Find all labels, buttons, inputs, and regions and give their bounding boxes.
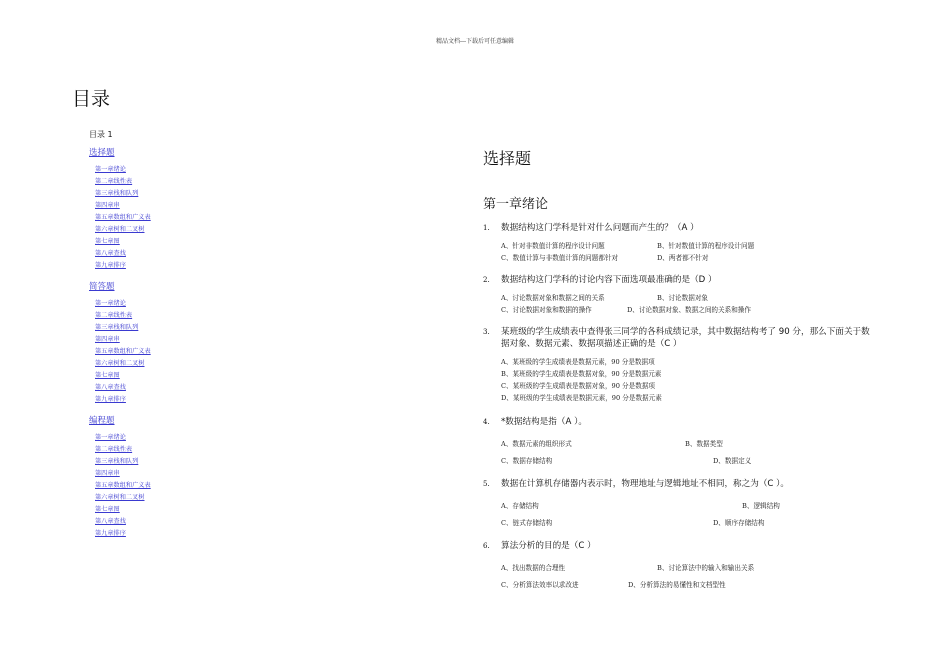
question <box>483 326 878 404</box>
toc-link-chapter[interactable]: 第三章栈和队列 <box>95 324 139 331</box>
toc-link-chapter[interactable]: 第七章图 <box>95 372 120 379</box>
answer-option: A、存储结构 <box>501 502 539 510</box>
toc-link-chapter[interactable]: 第七章图 <box>95 238 120 245</box>
answer-options <box>501 498 878 532</box>
question-number: 5. <box>483 480 490 488</box>
answer-option: B、某班级的学生成绩表是数据对象，90 分是数据元素 <box>501 370 662 378</box>
toc-items-short-answer <box>95 298 389 406</box>
toc-link-chapter[interactable]: 第四章串 <box>95 202 120 209</box>
toc-link-chapter[interactable]: 第二章线性表 <box>95 178 133 185</box>
toc-section-short-answer <box>89 280 389 406</box>
toc-items-programming <box>95 432 389 540</box>
answer-option: A、讨论数据对象和数据之间的关系 <box>501 294 605 302</box>
answer-option: C、分析算法效率以求改进 <box>501 581 579 589</box>
toc-link-chapter[interactable]: 第九章排序 <box>95 396 126 403</box>
toc-link-chapter[interactable]: 第九章排序 <box>95 262 126 269</box>
answer-option: D、讨论数据对象、数据之间的关系和操作 <box>627 306 751 314</box>
table-of-contents <box>89 146 389 548</box>
toc-link-chapter[interactable]: 第五章数组和广义表 <box>95 482 151 489</box>
answer-option: D、顺序存储结构 <box>713 519 765 527</box>
toc-link-chapter[interactable]: 第一章绪论 <box>95 300 126 307</box>
answer-option: B、逻辑结构 <box>742 502 780 510</box>
answer-options <box>501 560 878 594</box>
toc-section-programming <box>89 414 389 540</box>
toc-link-chapter[interactable]: 第一章绪论 <box>95 434 126 441</box>
answer-option: B、针对数值计算的程序设计问题 <box>657 242 755 250</box>
toc-link-choice[interactable]: 选择题 <box>89 148 115 158</box>
toc-link-chapter[interactable]: 第二章线性表 <box>95 446 133 453</box>
chapter-title: 第一章绪论 <box>483 197 549 212</box>
answer-options <box>501 436 878 470</box>
answer-option: A、找出数据的合理性 <box>501 564 566 572</box>
answer-option: D、分析算法的易懂性和文档型性 <box>628 581 726 589</box>
answer-option: B、数据类型 <box>685 440 723 448</box>
answer-option: D、两者都不针对 <box>657 254 709 262</box>
answer-option: A、针对非数值计算的程序设计问题 <box>501 242 605 250</box>
question <box>483 478 878 532</box>
answer-option: B、讨论数据对象 <box>657 294 709 302</box>
answer-option: B、讨论算法中的输入和输出关系 <box>657 564 755 572</box>
question <box>483 222 878 264</box>
answer-option: C、讨论数据对象和数据的操作 <box>501 306 592 314</box>
toc-link-chapter[interactable]: 第八章查找 <box>95 384 126 391</box>
answer-option: D、数据定义 <box>713 457 752 465</box>
toc-link-chapter[interactable]: 第五章数组和广义表 <box>95 348 151 355</box>
answer-option: A、数据元素的组织形式 <box>501 440 572 448</box>
toc-link-chapter[interactable]: 第三章栈和队列 <box>95 458 139 465</box>
answer-options <box>501 292 878 316</box>
question-number: 6. <box>483 542 490 550</box>
question <box>483 540 878 594</box>
toc-link-chapter[interactable]: 第六章树和二叉树 <box>95 360 145 367</box>
toc-label: 目录 1 <box>89 130 113 139</box>
answer-option: C、数值计算与非数值计算的问题都针对 <box>501 254 619 262</box>
toc-link-chapter[interactable]: 第八章查找 <box>95 518 126 525</box>
toc-items-choice <box>95 164 389 272</box>
answer-option: C、某班级的学生成绩表是数据对象，90 分是数据项 <box>501 382 655 390</box>
question-number: 2. <box>483 276 490 284</box>
toc-link-short-answer[interactable]: 简答题 <box>89 282 115 292</box>
toc-link-chapter[interactable]: 第七章图 <box>95 506 120 513</box>
answer-option: C、数据存储结构 <box>501 457 553 465</box>
toc-link-chapter[interactable]: 第六章树和二叉树 <box>95 494 145 501</box>
question-text: 某班级的学生成绩表中查得张三同学的各科成绩记录，其中数据结构考了 90 分，那么下面关于数据对象、数据元素、数据项描述正确的是（C ） <box>501 327 870 349</box>
question-number: 1. <box>483 224 490 232</box>
toc-link-programming[interactable]: 编程题 <box>89 416 115 426</box>
question-text: 数据结构这门学科的讨论内容下面选项最准确的是（D ） <box>501 275 717 285</box>
answer-option: C、链式存储结构 <box>501 519 553 527</box>
toc-link-chapter[interactable]: 第四章串 <box>95 470 120 477</box>
question-number: 3. <box>483 328 490 336</box>
toc-link-chapter[interactable]: 第九章排序 <box>95 530 126 537</box>
answer-options <box>501 240 878 264</box>
toc-link-chapter[interactable]: 第一章绪论 <box>95 166 126 173</box>
header-note: 精品文档---下载后可任意编辑 <box>435 38 515 45</box>
question-text: *数据结构是指（A ）。 <box>501 417 587 427</box>
toc-link-chapter[interactable]: 第四章串 <box>95 336 120 343</box>
toc-section-choice <box>89 146 389 272</box>
question-number: 4. <box>483 418 490 426</box>
toc-link-chapter[interactable]: 第三章栈和队列 <box>95 190 139 197</box>
answer-options <box>501 356 878 404</box>
answer-option: A、某班级的学生成绩表是数据元素，90 分是数据项 <box>501 358 655 366</box>
toc-link-chapter[interactable]: 第五章数组和广义表 <box>95 214 151 221</box>
toc-link-chapter[interactable]: 第六章树和二叉树 <box>95 226 145 233</box>
section-title: 选择题 <box>483 149 532 168</box>
question <box>483 274 878 316</box>
question-text: 数据结构这门学科是针对什么问题而产生的？（A ） <box>501 223 699 233</box>
toc-heading: 目录 <box>72 88 111 110</box>
question-text: 算法分析的目的是（C ） <box>501 541 596 551</box>
question <box>483 416 878 470</box>
toc-link-chapter[interactable]: 第八章查找 <box>95 250 126 257</box>
question-text: 数据在计算机存储器内表示时，物理地址与逻辑地址不相同，称之为（C ）。 <box>501 479 790 489</box>
toc-link-chapter[interactable]: 第二章线性表 <box>95 312 133 319</box>
answer-option: D、某班级的学生成绩表是数据元素，90 分是数据元素 <box>501 394 662 402</box>
